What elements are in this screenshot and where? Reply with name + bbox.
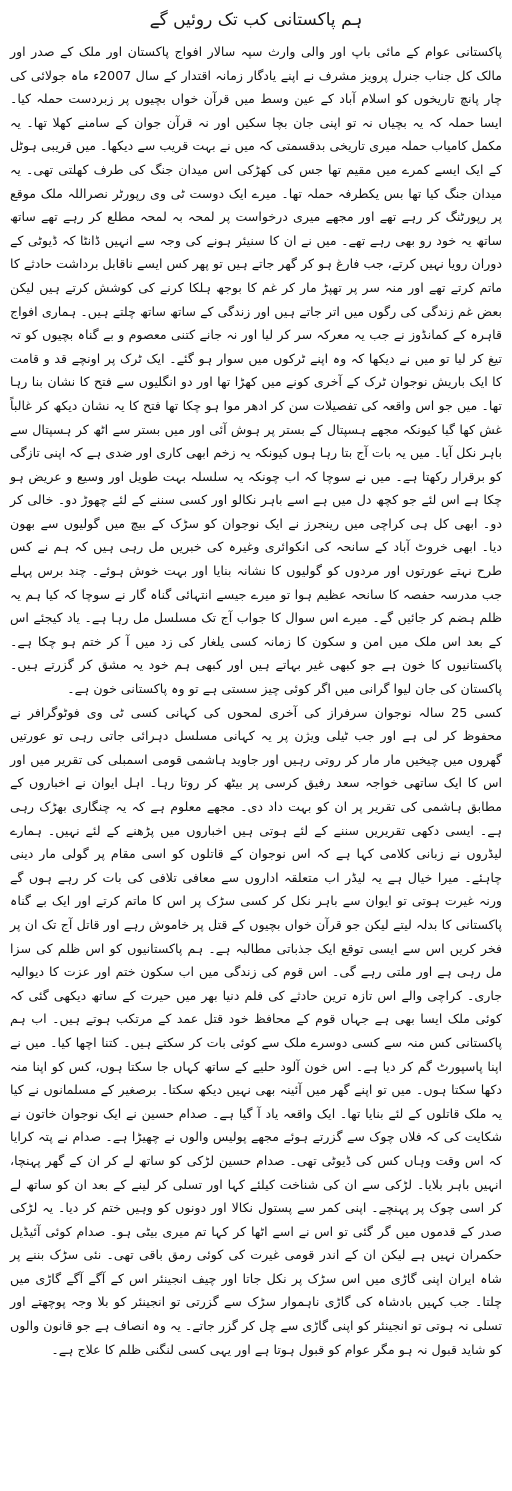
article-paragraph-1: پاکستانی عوام کے مائی باپ اور والی وارث سپہ سالار افواج پاکستان اور ملک کے صدر اور مالک کل جناب جنرل پرویز مشرف نے اپنے یادگار زمانہ اقتدار کے سال 2007ء ماہ جولائی کی چار پانچ تاریخوں کو اسلام آباد کے عین وسط میں قرآن خواں بچیوں پر زبردست حملہ کیا۔ ایسا حملہ کہ یہ بچیاں نہ تو اپنی جان بچا سکیں اور نہ قرآن جوان کے سامنے کھلا تھا۔ یہ مکمل کامیاب حملہ میری تاریخی بدقسمتی کہ میں نے بہت قریب سے دیکھا۔ میں قریبی ہوٹل کے ایک ایسے کمرے میں مقیم تھا جس کی کھڑکی اس میدان جنگ کی طرف کھلتی تھی۔ یہ میدان جنگ کیا تھا بس یکطرفہ حملہ تھا۔ میرے ایک دوست ٹی وی رپورٹر نصراللہ ملک موقع پر رپورٹنگ کر رہے تھے اور مجھے میری درخواست پر لمحہ بہ لمحہ مطلع کر رہے تھے ساتھ ساتھ یہ خود رو بھی رہے تھے۔ میں نے ان کا سنیئر ہونے کی وجہ سے انہیں ڈانٹا کہ ڈیوٹی کے دوران رویا نہیں کرتے، جب فارغ ہو کر گھر جاتے ہیں تو پھر کس ایسے ناقابل برداشت حادثے کا ماتم کرتے تھے اور منہ سر پر تھپڑ مار کر غم کا بوجھ ہلکا کرنے کی کوشش کرتے ہیں لیکن بعض غم زندگی کی رگوں میں اتر جاتے ہیں اور زندگی کے ساتھ ساتھ چلتے ہیں۔ ہماری افواج قاہرہ کے کمانڈوز نے جب یہ معرکہ سر کر لیا اور نہ جانے کتنی معصوم و بے گناہ بچیوں کو تہ تیغ کر لیا تو میں نے دیکھا کہ وہ اپنے ٹرکوں میں سوار ہو گئے۔ ایک ٹرک پر اونچے قد و قامت کا ایک باریش نوجوان ٹرک کے آخری کونے میں کھڑا تھا اور دو انگلیوں سے فتح کا نشان بنا رہا تھا۔ میں جو اس واقعہ کی تفصیلات سن کر ادھر موا ہو چکا تھا فتح کا یہ نشان دیکھ کر غالباً غش کھا گیا کیونکہ مجھے ہسپتال کے بستر پر ہوش آئی اور میں بستر سے اٹھ کر ہسپتال سے باہر نکل آیا۔ میں یہ بات آج بتا رہا ہوں کیونکہ یہ زخم ابھی کاری اور ضدی ہے کہ اپنی تازگی کو برقرار رکھتا ہے۔ میں نے سوچا کہ اب چونکہ یہ سلسلہ بہت طویل اور وسیع و عریض ہو چکا ہے اس لئے جو کچھ دل میں ہے اسے باہر نکالو اور کسی سننے کے لئے چھوڑ دو۔ خالی کر دو۔ ابھی کل ہی کراچی میں رینجرز نے ایک نوجوان کو سڑک کے بیچ میں گولیوں سے بھون دیا۔ ابھی خروٹ آباد کے سانحہ کی انکوائری وغیرہ کی خبریں مل رہی ہیں کہ ہم نے کس طرح نہتے عورتوں اور مردوں کو گولیوں کا نشانہ بنایا اور بہت خوش ہوئے۔ چند برس پہلے جب مدرسہ حفصہ کا سانحہ عظیم ہوا تو میرے جیسے انتہائی گناہ گار نے سوچا کہ کیا ہم یہ ظلم ہضم کر جائیں گے۔ میرے اس سوال کا جواب آج تک مسلسل مل رہا ہے۔ یاد کیجئے اس کے بعد اس ملک میں امن و سکون کا زمانہ کسی یلغار کی زد میں آ کر ختم ہو چکا ہے۔ پاکستانیوں کا خون ہے جو کبھی غیر بہاتے ہیں اور کبھی ہم خود یہ مشق کر گزرتے ہیں۔ پاکستان کی جان لیوا گرانی میں اگر کوئی چیز سستی ہے تو وہ پاکستانی خون ہے۔ [10, 44, 502, 697]
article-paragraph-2: کسی 25 سالہ نوجوان سرفراز کی آخری لمحوں کی کہانی کسی ٹی وی فوٹوگرافر نے محفوظ کر لی ہے اور جب ٹیلی ویژن پر یہ کہانی مسلسل دہرائی جاتی رہی تو عورتیں گھروں میں چیخیں مار مار کر روتی رہیں اور جاوید ہاشمی قومی اسمبلی کی تقریر میں اور اس کا ایک ساتھی خواجہ سعد رفیق کرسی پر بیٹھ کر روتا رہا۔ اہل ایوان نے اخباروں کے مطابق ہاشمی کی تقریر پر ان کو بہت داد دی۔ مجھے معلوم ہے کہ یہ چنگاری بھڑک رہی ہے۔ ایسی دکھی تقریریں سننے کے لئے ہوتی ہیں اخباروں میں پڑھنے کے لئے نہیں۔ ہمارے لیڈروں نے زبانی کلامی کہا ہے کہ اس نوجوان کے قاتلوں کو اسی مقام پر گولی مار دینی چاہئے۔ میرا خیال ہے یہ لیڈر اب متعلقہ اداروں سے معافی تلافی کی بات کر رہے ہوں گے ورنہ غیرت ہوتی تو ایوان سے باہر نکل کر کسی سڑک پر اس کا ماتم کرتے اور ایک بے گناہ پاکستانی کا بدلہ لیتے لیکن جو قرآن خواں بچیوں کے قتل پر خاموش رہے اور قاتل آج تک ان پر فخر کریں اس سے ایسی توقع ایک جذباتی مطالبہ ہے۔ ہم پاکستانیوں کو اس ظلم کی سزا مل رہی ہے اور ملتی رہے گی۔ اس قوم کی زندگی میں اب سکون ختم اور عزت کا دیوالیہ جاری۔ کراچی والے اس تازہ ترین حادثے کی فلم دنیا بھر میں حیرت کے ساتھ دیکھی گئی کہ کوئی ملک ایسا بھی ہے جہاں قوم کے محافظ خود قتل عمد کے مرتکب ہوتے ہیں۔ اب ہم پاکستانی کس منہ سے کسی دوسرے ملک سے کوئی بات کر سکتے ہیں۔ کتنا اچھا کیا۔ میں نے اپنا پاسپورٹ گم کر دیا ہے۔ اس خون آلود حلیے کے ساتھ کہاں جا سکتا ہوں، کس کو اپنا منہ دکھا سکتا ہوں۔ میں تو اپنے گھر میں آئینہ بھی نہیں دیکھ سکتا۔ برصغیر کے مسلمانوں نے کیا یہ ملک قاتلوں کے لئے بنایا تھا۔ ایک واقعہ یاد آ گیا ہے۔ صدام حسین نے ایک نوجوان خاتون نے شکایت کی کہ فلاں چوک سے گزرتے ہوئے مجھے پولیس والوں نے چھیڑا ہے۔ صدام نے پتہ کرایا کہ اس وقت وہاں کس کی ڈیوٹی تھی۔ صدام حسین لڑکی کو ساتھ لے کر ان کے گھر پہنچا، انہیں باہر بلایا۔ لڑکی سے ان کی شناخت کیلئے کہا اور تسلی کر لینے کے بعد ان کو ساتھ لے کر اسی چوک پر پہنچے۔ اپنی کمر سے پستول نکالا اور دونوں کو وہیں ختم کر دیا۔ یہ لڑکی صدر کے قدموں میں گر گئی تو اس نے اسے اٹھا کر کہا تم میری بیٹی ہو۔ صدام کوئی آئیڈیل حکمران نہیں ہے لیکن ان کے اندر قومی غیرت کی کوئی رمق باقی تھی۔ نئی سڑک بننے پر شاہ ایران اپنی گاڑی میں اس سڑک پر نکل جاتا اور چیف انجینئر اس کے آگے آگے گاڑی میں چلتا۔ جب کہیں بادشاہ کی گاڑی ناہموار سڑک سے گزرتی تو انجینئر کو بلا وجہ پوچھتے اور تسلی نہ ہوتی تو انجینئر کو اپنی گاڑی سے چل کر گزر جاتے۔ یہ وہ انصاف ہے جو قانون والوں کو شاید قبول نہ ہو مگر عوام کو قبول ہوتا ہے اور یہی کسی لنگنی ظلم کا علاج ہے۔ [10, 704, 502, 1357]
article-title: ہم پاکستانی کب تک روئیں گے [149, 10, 363, 30]
article-body [10, 40, 502, 1361]
